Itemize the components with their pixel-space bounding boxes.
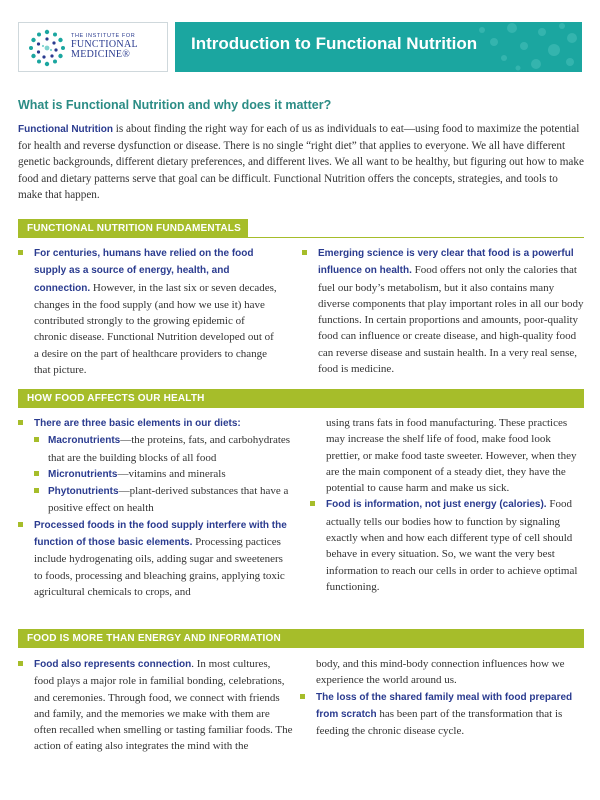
how-food-left-column: [18, 415, 293, 600]
bullet-lead: Processed foods in the food supply interfere with the function of those basic elements.: [34, 519, 287, 549]
bullet-body: However, in the last six or seven decades, changes in the food supply (and how we use it) have contributed strongly to the growing epidemic of chronic disease. Functional Nutrition developed out of a desire on the part of healthcare providers to change that picture.: [34, 281, 277, 377]
sub-list-item: [34, 432, 293, 466]
bullet-lead: The loss of the shared family meal with food prepared from scratch: [316, 691, 573, 720]
section-title-fundamentals: FUNCTIONAL NUTRITION FUNDAMENTALS: [27, 223, 241, 234]
bullet-lead: Emerging science is very clear that food is a powerful influence on health.: [318, 248, 574, 277]
sub-list-item: [34, 466, 293, 483]
section-rule: [18, 237, 584, 238]
bullet-icon: [18, 420, 23, 425]
list-item: [18, 656, 293, 755]
bullet-body: . In most cultures, food plays a major role in familial bonding, celebrations, and ceremonies. Through food, we connect with friends and family, and the memories we make with them are often recalled when smelling or tasting familiar foods. The action of eating also integrates the mind with the: [34, 658, 293, 753]
bullet-lead: Food is information, not just energy (calories).: [326, 499, 547, 511]
section-title-more: FOOD IS MORE THAN ENERGY AND INFORMATION: [27, 633, 281, 644]
bullet-icon: [34, 488, 39, 493]
title-banner: [175, 22, 582, 72]
continued-text: body, and this mind-body connection influences how we experience the world around us.: [316, 658, 565, 687]
list-item: [18, 517, 293, 600]
logo-line-1: THE INSTITUTE FOR: [71, 33, 136, 39]
how-food-right-column: [310, 415, 584, 595]
section-bar-fundamentals: [18, 219, 248, 238]
bullet-icon: [302, 250, 307, 255]
section-title-how-food: HOW FOOD AFFECTS OUR HEALTH: [27, 393, 205, 404]
list-item: [300, 689, 584, 740]
list-item: [310, 496, 584, 595]
sub-body: —plant-derived substances that have a positive effect on health: [48, 485, 289, 515]
logo: [18, 22, 168, 72]
bullet-icon: [310, 501, 315, 506]
logo-line-2: FUNCTIONAL: [71, 39, 138, 50]
bullet-body: Processing pactices include hydrogenating oils, adding sugar and sweeteners to foods, processing and bleaching grains, applying toxic agricultural chemicals to crops, and: [34, 536, 285, 598]
section-bar-how-food: [18, 389, 584, 408]
intro-body: is about finding the right way for each of us as individuals to eat—using food to maximize the potential for health and reverse dysfunction or disease. There is no single “right diet” that applies to everyone. We all have different genetic backgrounds, different dietary preferences, and different lives. We all want to be healthy, but figuring out how to make food and dietary patterns serve that goal can be difficult. Functional Nutrition offers the concepts, strategies, and tools to make that happen.: [18, 123, 584, 201]
list-item: [18, 245, 280, 378]
bullet-lead: Food also represents connection: [34, 659, 192, 670]
sub-lead: Micronutrients: [48, 468, 118, 480]
continued-text: using trans fats in food manufacturing. These practices may increase the shelf life of food, make food look prettier, or make food taste sweeter. However, when they are the main component of a steady diet, they have the potential to cause harm and make us sick.: [326, 417, 577, 495]
list-item: [302, 245, 584, 377]
bullet-body: has been part of the transformation that is feeding the chronic disease cycle.: [316, 707, 563, 738]
list-item: [18, 415, 293, 432]
ifm-logo-icon: [27, 28, 67, 68]
intro-lead: Functional Nutrition: [18, 124, 113, 135]
sub-lead: Phytonutrients: [48, 486, 119, 498]
bullet-body: Food actually tells our bodies how to function by signaling exactly when and how each different type of cell should behave in every situation. So, we want the very best information to reach our cells in order to achieve optimal functioning.: [326, 498, 578, 593]
fundamentals-right-column: [302, 245, 584, 377]
sub-lead: Macronutrients: [48, 435, 121, 447]
more-right-column: [300, 656, 584, 739]
bullet-icon: [18, 661, 23, 666]
fundamentals-left-column: [18, 245, 280, 378]
intro-paragraph: [18, 121, 584, 203]
sub-body: —the proteins, fats, and carbohydrates that are the building blocks of all food: [48, 434, 291, 464]
bullet-icon: [18, 250, 23, 255]
sub-list-item: [34, 483, 293, 517]
bullet-lead: For centuries, humans have relied on the food supply as a source of energy, health, and connection.: [34, 248, 254, 294]
intro-heading: What is Functional Nutrition and why does it matter?: [18, 98, 332, 112]
bullet-icon: [34, 437, 39, 442]
logo-line-3: MEDICINE®: [71, 49, 131, 60]
bullet-icon: [300, 694, 305, 699]
bullet-body: Food offers not only the calories that fuel our body’s metabolism, but it also contains many diverse components that play important roles in all our body functions. In certain proportions and amounts, poor-quality food can influence or create disease, and high-quality food can reverse disease and sustain health. In a very real sense, food is medicine.: [318, 264, 584, 376]
bullet-icon: [34, 471, 39, 476]
bullet-lead: There are three basic elements in our diets:: [34, 418, 241, 429]
more-left-column: [18, 656, 293, 755]
section-bar-more: [18, 629, 584, 648]
bullet-icon: [18, 522, 23, 527]
sub-body: —vitamins and minerals: [117, 467, 226, 480]
page-title: Introduction to Functional Nutrition: [191, 34, 478, 53]
